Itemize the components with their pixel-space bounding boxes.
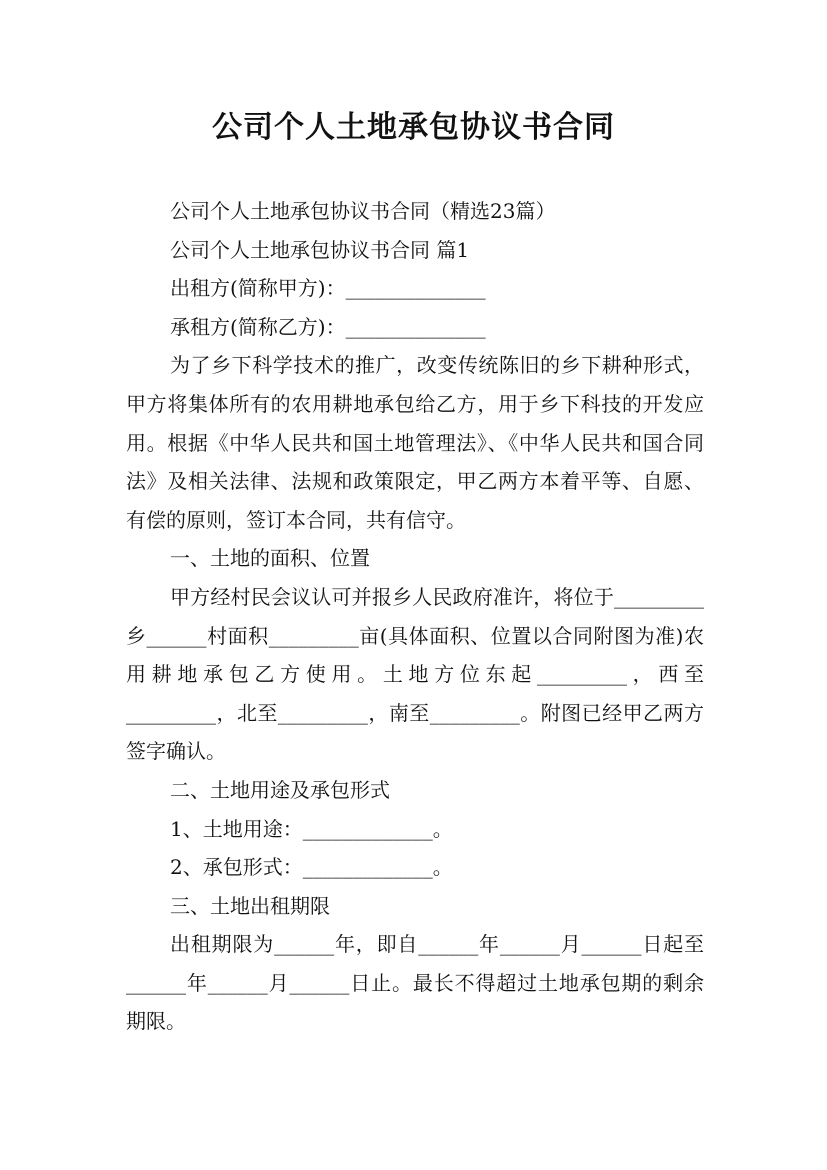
paragraph-area-location: 甲方经村民会议认可并报乡人民政府准许，将位于_________乡______村面积_________亩(具体面积、位置以合同附图为准)农用耕地承包乙方使用。土地方位东起_________，西至_________，北至_________，南至_________。附图已经甲乙两方签字确认。 [126, 584, 704, 764]
document-title: 公司个人土地承包协议书合同 [212, 110, 615, 145]
paragraph-lessor: 出租方(简称甲方)：______________ [170, 276, 486, 301]
paragraph-contract-form: 2、承包形式：_____________。 [170, 855, 453, 880]
paragraph-subtitle: 公司个人土地承包协议书合同（精选23篇） [170, 199, 556, 223]
paragraph-land-usage: 1、土地用途：_____________。 [170, 816, 453, 841]
paragraph-heading-usage: 二、土地用途及承包形式 [170, 777, 390, 802]
paragraph-lessee: 承租方(简称乙方)：______________ [170, 314, 486, 339]
paragraph-heading-term: 三、土地出租期限 [170, 893, 330, 918]
paragraph-term: 出租期限为______年，即自______年______月______日起至______年______月______日止。最长不得超过土地承包期的剩余期限。 [126, 932, 704, 1034]
document-body [126, 192, 704, 1041]
paragraph-section-heading: 公司个人土地承包协议书合同 篇1 [170, 237, 470, 262]
paragraph-preamble: 为了乡下科学技术的推广，改变传统陈旧的乡下耕种形式，甲方将集体所有的农用耕地承包给乙方，用于乡下科技的开发应用。根据《中华人民共和国土地管理法》、《中华人民共和国合同法》及相关法律、法规和政策限定，甲乙两方本着平等、自愿、有偿的原则，签订本合同，共有信守。 [126, 353, 704, 532]
paragraph-heading-area-location: 一、土地的面积、位置 [170, 546, 370, 571]
